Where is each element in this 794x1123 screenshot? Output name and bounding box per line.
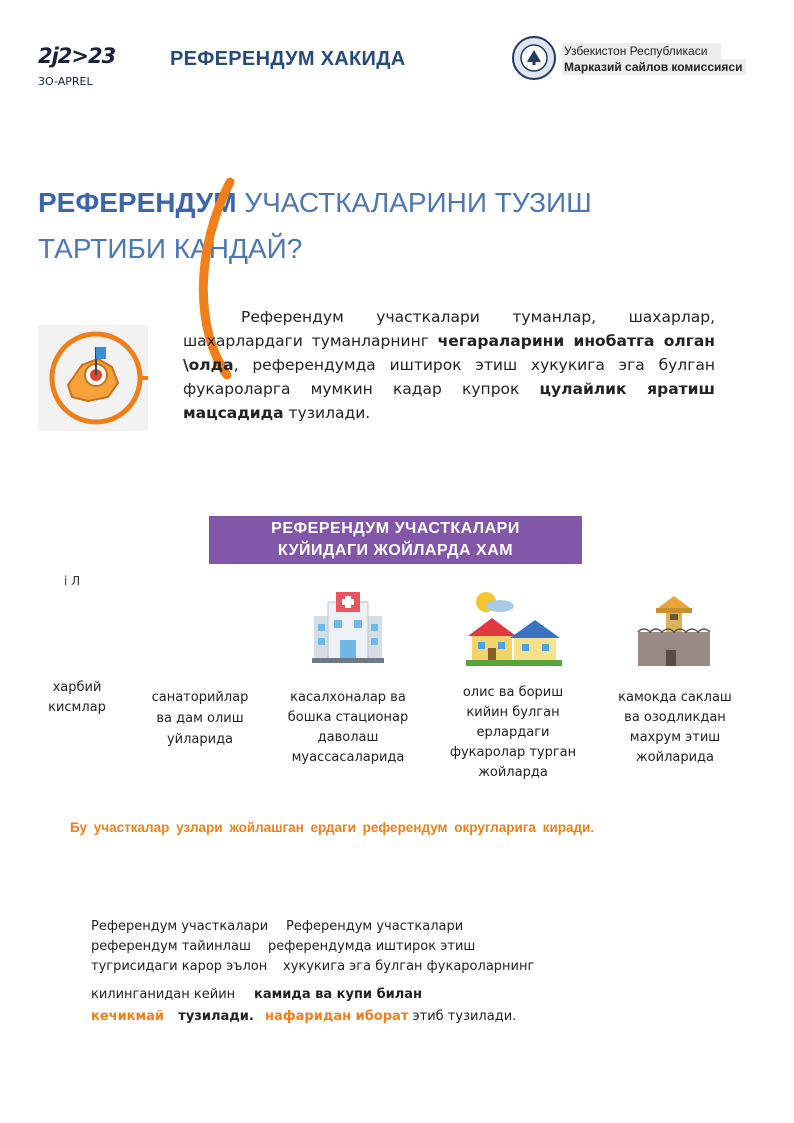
logo-year: 2j2>23: [38, 44, 116, 68]
logo-date: 3O-APREL: [38, 75, 93, 88]
place-remote-areas: [440, 683, 586, 783]
bottom-right-line3: хукукига эга булган фукароларнинг: [283, 959, 535, 974]
place-detention: [602, 688, 748, 768]
section-banner: [209, 516, 582, 564]
place-line: жойларида: [635, 750, 715, 765]
bottom-left-line5: [91, 1009, 254, 1024]
intro-illustration: [38, 325, 148, 431]
org-country: Узбекистон Республикаси: [562, 43, 721, 59]
bottom-right-line2: референдумда иштирок этиш: [268, 939, 476, 954]
intro-bold-2: цулайлик яратиш мацсадида: [183, 380, 715, 422]
district-note: Бу участкалар узлари жойлашган ердаги референдум округларига киради.: [70, 820, 595, 835]
place-line: ва дам олиш: [156, 711, 244, 726]
place-line: махрум этиш: [629, 730, 721, 745]
place-line: касалхоналар ва: [290, 690, 406, 705]
stray-text: і Л: [64, 574, 81, 588]
place-line: муассасаларида: [291, 750, 405, 765]
intro-bold-1: чегараларини инобатга олган \олда: [183, 332, 715, 374]
bottom-right-line1: Референдум участкалари: [286, 919, 464, 934]
banner-line2: КУЙИДАГИ ЖОЙЛАРДА ХАМ: [277, 542, 514, 559]
bottom-right-rest: этиб тузилади.: [408, 1009, 517, 1024]
bottom-left-line3: тугрисидаги карор эълон: [91, 959, 268, 974]
place-line: камокда саклаш: [618, 690, 732, 705]
place-line: кийин булган: [466, 705, 560, 720]
place-line: олис ва бориш: [462, 685, 564, 700]
place-line: бошка стационар: [287, 710, 409, 725]
bottom-left-line4: килинганидан кейин: [91, 987, 236, 1002]
village-houses-icon: [466, 590, 562, 666]
bottom-left-orange: кечикмай: [91, 1009, 165, 1024]
place-line: уйларида: [166, 732, 234, 747]
location-gear-icon: [38, 325, 148, 431]
heading-bold: РЕФЕРЕНДУМ: [38, 187, 237, 218]
place-line: ва озодликдан: [624, 710, 726, 725]
bottom-right-line5: [265, 1009, 516, 1024]
intro-text-2: , референдумда иштирок этиш хукукига эга булган фукароларга мумкин кадар купрок: [183, 356, 715, 398]
place-line: санаторийлар: [151, 690, 249, 705]
place-line: харбий: [52, 680, 102, 695]
place-line: ерлардаги: [476, 725, 550, 740]
commission-seal-icon: [512, 36, 556, 80]
place-line: жойларда: [478, 765, 548, 780]
place-line: фукаролар турган: [449, 745, 577, 760]
intro-text-1: Референдум участкалари туманлар, шахарлар, шахарлардаги туманларнинг: [183, 308, 715, 350]
page-heading: [38, 180, 658, 272]
hospital-icon: [312, 590, 384, 664]
org-commission: Марказий сайлов комиссияси: [562, 59, 746, 75]
intro-text-3: тузилади.: [283, 404, 371, 422]
place-military: [34, 678, 120, 718]
heading-line2: ТАРТИБИ КАНДАЙ?: [38, 233, 303, 264]
bottom-right-line4: камида ва купи билан: [254, 987, 423, 1002]
prison-tower-icon: [636, 592, 712, 666]
place-hospitals: [275, 688, 421, 768]
bottom-right-orange: нафаридан иборат: [265, 1009, 409, 1024]
banner-line1: РЕФЕРЕНДУМ УЧАСТКАЛАРИ: [271, 520, 520, 537]
place-line: даволаш: [317, 730, 379, 745]
place-line: кисмлар: [48, 700, 106, 715]
bottom-left-line1: Референдум участкалари: [91, 919, 269, 934]
intro-paragraph: [183, 305, 715, 425]
bottom-left-bold: тузилади.: [178, 1009, 254, 1024]
place-sanatoriums: [140, 687, 260, 750]
heading-line1: УЧАСТКАЛАРИНИ ТУЗИШ: [236, 187, 592, 218]
bottom-left-line2: референдум тайинлаш: [91, 939, 251, 954]
header-title: РЕФЕРЕНДУМ ХАКИДА: [170, 48, 406, 70]
